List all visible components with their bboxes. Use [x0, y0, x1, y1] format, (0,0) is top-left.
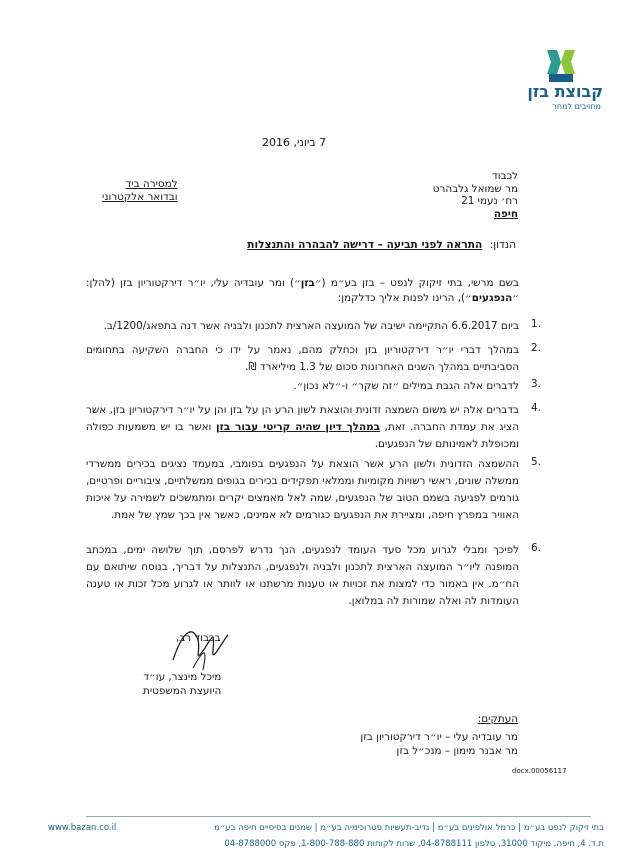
signer-block	[143, 670, 221, 698]
item-number: 1.	[531, 318, 541, 330]
delivery-line-2: ובדואר אלקטרוני	[102, 191, 178, 203]
recipient-address	[433, 170, 518, 220]
company-name: קבוצת בזן	[527, 82, 603, 101]
company-tagline: מחויבים למחר	[552, 102, 601, 111]
recipient-line-4: חיפה	[493, 207, 518, 220]
list-item	[86, 318, 541, 335]
copies-heading: העתקים:	[477, 713, 518, 725]
list-item	[86, 342, 541, 376]
footer-url[interactable]: www.bazan.co.il	[48, 823, 117, 833]
copies-line-2: מר אבנר מימון – מנכ״ל בזן	[396, 745, 518, 757]
item-text	[86, 402, 519, 453]
delivery-line-1: למסירה ביד	[125, 178, 178, 190]
intro-text-1: בשם מרשי, בתי זיקוק לנפט – בזן בע״מ (״	[314, 277, 519, 289]
list-item	[86, 378, 541, 395]
footer-companies: בתי זיקוק לנפט בע״מ | כרמל אולפינים בע״מ | גדיב-תעשיות פטרוכימיה בע״מ | שמנים בסיסיים חיפה בע״מ	[214, 823, 604, 833]
item-text-part-2: ואשר בו יש משמעות כפולה ומכופלת לאמינותם של הנפגעים.	[86, 421, 519, 450]
subject-label: הנדון:	[489, 239, 516, 251]
item-text-underlined: במהלך דיון שהיה קריטי עבור בזן	[216, 421, 381, 433]
footer-top-row	[48, 823, 604, 833]
recipient-line-3: רח׳ נעמי 21	[461, 195, 518, 208]
letter-date: 7 ביוני, 2016	[262, 136, 327, 149]
copies-line-1: מר עובדיה עלי – יו״ר דירקטוריון בזן	[360, 730, 518, 743]
item-number: 3.	[531, 378, 541, 390]
footer-contact: ת.ד. 4, חיפה, מיקוד 31000, טלפון 04-8788111, שרות לקוחות 1-800-788-880, פקס 04-8788000	[224, 839, 604, 849]
list-item	[86, 456, 541, 524]
copies-block	[360, 712, 518, 759]
item-text-part-1: בדברים אלה יש משום השמצה זדונית והוצאת לשון הרע הן על בזן והן על יו״ר דירקטוריון בזן, אשר הציג את עמדת החברה. זאת,	[86, 404, 519, 433]
intro-paragraph	[86, 276, 519, 306]
intro-text-2: ״) ומר עובדיה עלי, יו״ר דירקטוריון בזן (להלן: ״	[86, 277, 519, 304]
item-number: 2.	[531, 342, 541, 354]
item-text: ביום 6.6.2017 התקיימה ישיבה של המועצה הארצית לתכנון ולבניה אשר דנה בתפאג/1200/ב.	[103, 320, 519, 332]
intro-affected: הנפגעים	[471, 292, 513, 304]
closing-salutation: בכבוד רב,	[176, 632, 221, 644]
signer-name: מיכל מינצר, עו״ד	[143, 671, 222, 683]
item-number: 5.	[531, 456, 541, 468]
subject-text: התראה לפני תביעה – דרישה להבהרה והתנצלות	[247, 239, 483, 251]
signer-title: היועצת המשפטית	[143, 685, 222, 697]
subject-line	[247, 239, 516, 251]
delivery-method	[102, 178, 178, 204]
intro-bazan: בזן	[300, 277, 315, 289]
recipient-line-1: לכבוד	[492, 170, 518, 182]
footer-divider	[86, 816, 591, 817]
item-text: לדברים אלה הגבת במילים ״זה שקר״ ו-״לא נכון״.	[293, 380, 519, 392]
intro-text-3: ״), הרינו לפנות אליך כדלקמן:	[337, 292, 472, 304]
item-text: במהלך דברי יו״ר דירקטוריון בזן וכחלק מהם, נאמר על ידו כי החברה השקיעה בתחומים הסביבתיים במהלך השנים האחרונות סכום של 1.3 מיליארד ₪.	[86, 344, 519, 373]
document-reference: docx.00056117	[512, 767, 567, 775]
item-number: 4.	[531, 402, 541, 414]
item-number: 6.	[531, 542, 541, 554]
item-text: לפיכך ומבלי לגרוע מכל סעד העומד לנפגעים, הנך נדרש לפרסם, תוך שלושה ימים, במכתב המופנה ליו״ר המועצה הארצית לתכנון ולבניה ולנפגעים, התנצלות על דבריך, בנוסח שיתואם עם הח״מ. אין באמור כדי למצות את זכויות או טענות מרשתנו או לוותר או לגרוע מכל זכות או טענה העומדות לה ואלה שמורות לה במלואן.	[86, 544, 519, 607]
recipient-line-2: מר שמואל גלבהרט	[432, 182, 518, 195]
list-item	[86, 402, 541, 453]
company-logo-icon	[543, 44, 579, 84]
item-text: ההשמצה הזדונית ולשון הרע אשר הוצאת על הנפגעים בפומבי, במעמד נציגים בכירים ממשרדי ממשלה שונים, ראשי רשויות מקומיות וממלאי תפקידים בכירים בגופים ממשלתיים, ציבוריים ופרטיים, גורמים לפגיעה בשמם הטוב של הנפגעים, שמה לאל מאמצים יקרים ומתמשכים לשמירה על איכות האוויר במפרץ חיפה, ומציירת את הנפגעים כגורמים לא אמינים, כאשר אין בכך שמץ של אמת.	[86, 458, 519, 521]
handwritten-signature-icon	[153, 620, 238, 675]
list-item	[86, 542, 541, 610]
